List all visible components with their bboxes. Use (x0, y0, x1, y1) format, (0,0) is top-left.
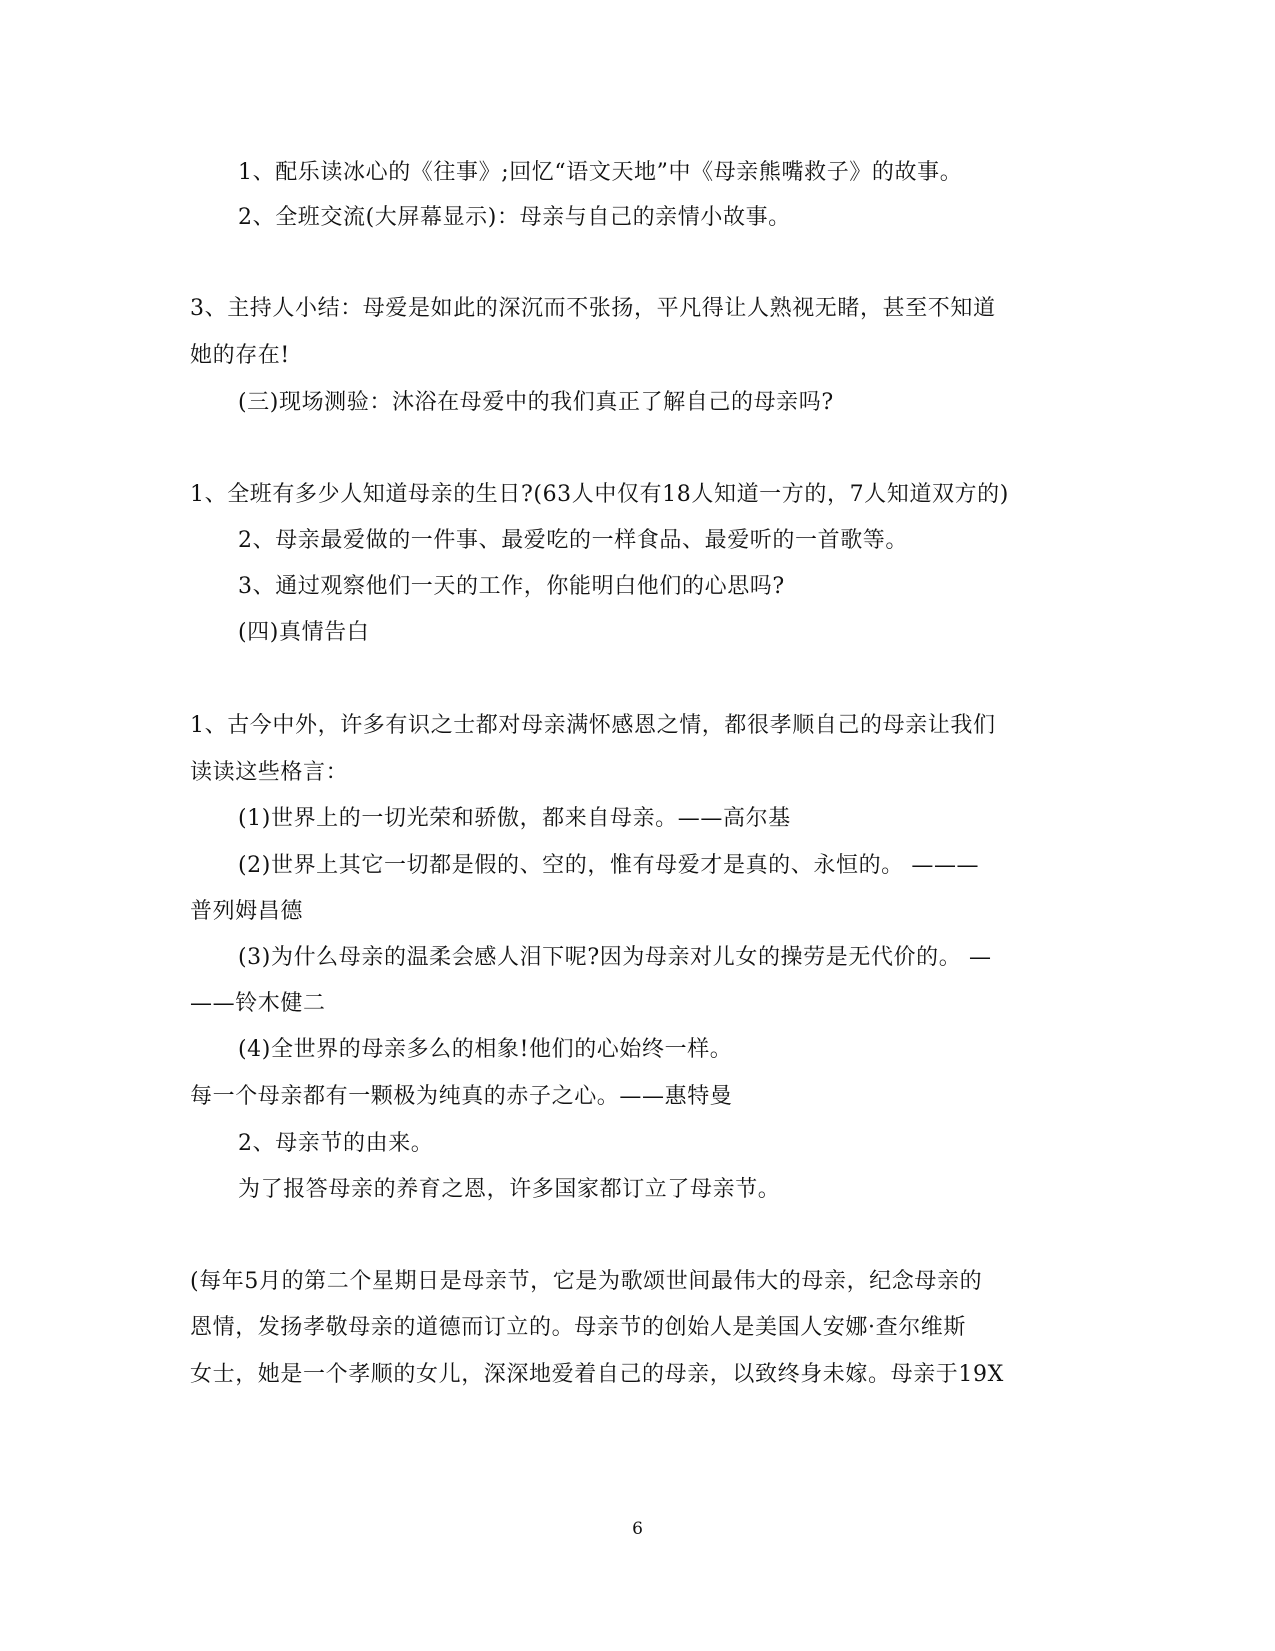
text-line: (1)世界上的一切光荣和骄傲，都来自母亲。——高尔基 (238, 806, 791, 831)
text-line: 3、通过观察他们一天的工作，你能明白他们的心思吗? (238, 574, 785, 599)
text-line: (每年5月的第二个星期日是母亲节，它是为歌颂世间最伟大的母亲，纪念母亲的 (190, 1269, 983, 1294)
text-line: 她的存在! (190, 343, 290, 368)
text-line: 1、配乐读冰心的《往事》;回忆“语文天地”中《母亲熊嘴救子》的故事。 (238, 160, 963, 185)
text-line: (3)为什么母亲的温柔会感人泪下呢?因为母亲对儿女的操劳是无代价的。 — (238, 945, 992, 970)
text-line: 3、主持人小结：母爱是如此的深沉而不张扬，平凡得让人熟视无睹，甚至不知道 (190, 296, 996, 321)
text-line: ——铃木健二 (190, 991, 326, 1016)
text-line: 1、全班有多少人知道母亲的生日?(63人中仅有18人知道一方的，7人知道双方的) (190, 482, 1009, 507)
text-line: 恩情，发扬孝敬母亲的道德而订立的。母亲节的创始人是美国人安娜·查尔维斯 (190, 1315, 966, 1340)
page-number: 6 (632, 1519, 643, 1539)
text-line: 读读这些格言： (190, 760, 349, 785)
text-line: (四)真情告白 (238, 620, 370, 645)
text-line: 女士，她是一个孝顺的女儿，深深地爱着自己的母亲，以致终身未嫁。母亲于19X (190, 1362, 1004, 1387)
text-line: 每一个母亲都有一颗极为纯真的赤子之心。——惠特曼 (190, 1084, 733, 1109)
text-line: 1、古今中外，许多有识之士都对母亲满怀感恩之情，都很孝顺自己的母亲让我们 (190, 713, 996, 738)
text-line: 2、母亲最爱做的一件事、最爱吃的一样食品、最爱听的一首歌等。 (238, 528, 908, 553)
text-line: (2)世界上其它一切都是假的、空的，惟有母爱才是真的、永恒的。 ——— (238, 853, 980, 878)
text-line: 2、全班交流(大屏幕显示)：母亲与自己的亲情小故事。 (238, 205, 791, 230)
text-line: (三)现场测验：沐浴在母爱中的我们真正了解自己的母亲吗? (238, 390, 834, 415)
text-line: 普列姆昌德 (190, 899, 304, 924)
text-line: (4)全世界的母亲多么的相象!他们的心始终一样。 (238, 1037, 733, 1062)
text-line: 为了报答母亲的养育之恩，许多国家都订立了母亲节。 (238, 1177, 781, 1202)
text-line: 2、母亲节的由来。 (238, 1131, 434, 1156)
